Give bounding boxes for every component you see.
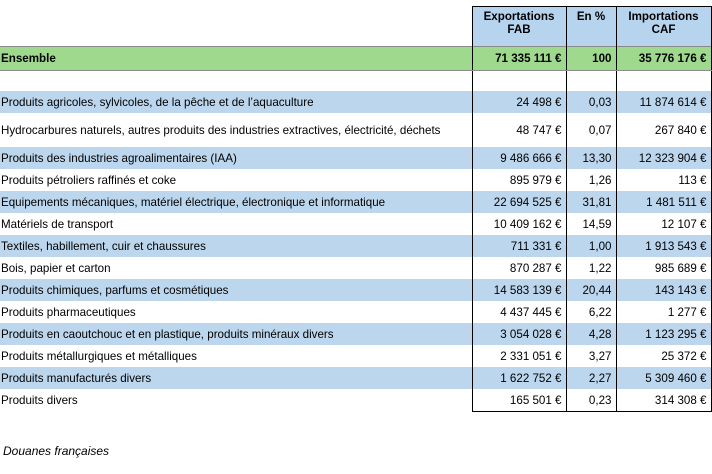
row-label: Produits divers xyxy=(1,393,78,407)
row-imports: 5 309 460 € xyxy=(616,367,711,389)
row-percent: 0,23 xyxy=(566,389,616,412)
row-imports: 314 308 € xyxy=(616,389,711,412)
row-exports: 48 747 € xyxy=(472,113,566,147)
row-imports: 1 481 511 € xyxy=(616,191,711,213)
row-exports: 711 331 € xyxy=(472,235,566,257)
row-label: Bois, papier et carton xyxy=(1,261,111,275)
row-imports: 25 372 € xyxy=(616,345,711,367)
header-percent: En % xyxy=(566,7,616,47)
row-percent: 2,27 xyxy=(566,367,616,389)
total-exports: 71 335 111 € xyxy=(472,47,566,71)
row-label: Produits métallurgiques et métalliques xyxy=(1,349,197,363)
header-imports: Importations CAF xyxy=(616,7,711,47)
row-label: Equipements mécaniques, matériel électrique, électronique et informatique xyxy=(0,191,472,213)
total-row xyxy=(0,47,711,71)
total-imports: 35 776 176 € xyxy=(616,47,711,71)
row-exports: 22 694 525 € xyxy=(472,191,566,213)
row-label: Produits des industries agroalimentaires (IAA) xyxy=(0,147,472,169)
row-exports: 14 583 139 € xyxy=(472,279,566,301)
row-exports: 9 486 666 € xyxy=(472,147,566,169)
row-percent: 3,27 xyxy=(566,345,616,367)
table-row xyxy=(0,345,711,367)
table-row xyxy=(0,279,711,301)
row-label: Produits pharmaceutiques xyxy=(1,305,136,319)
total-percent: 100 xyxy=(566,47,616,71)
row-exports: 2 331 051 € xyxy=(472,345,566,367)
row-exports: 3 054 028 € xyxy=(472,323,566,345)
row-imports: 11 874 614 € xyxy=(616,91,711,113)
table-row xyxy=(0,191,711,213)
row-label: Matériels de transport xyxy=(1,217,114,231)
row-percent: 1,26 xyxy=(566,169,616,191)
row-percent: 20,44 xyxy=(566,279,616,301)
row-percent: 13,30 xyxy=(566,147,616,169)
row-imports: 1 277 € xyxy=(616,301,711,323)
table-row xyxy=(0,301,711,323)
table-row xyxy=(0,367,711,389)
total-label: Ensemble xyxy=(0,47,472,71)
row-exports: 4 437 445 € xyxy=(472,301,566,323)
row-imports: 113 € xyxy=(616,169,711,191)
row-label: Textiles, habillement, cuir et chaussures xyxy=(0,235,472,257)
table-row xyxy=(0,169,711,191)
table-row xyxy=(0,113,711,147)
row-exports: 24 498 € xyxy=(472,91,566,113)
row-imports: 12 107 € xyxy=(616,213,711,235)
row-label: Produits chimiques, parfums et cosmétiques xyxy=(0,279,472,301)
row-imports: 12 323 904 € xyxy=(616,147,711,169)
row-exports: 10 409 162 € xyxy=(472,213,566,235)
row-percent: 1,22 xyxy=(566,257,616,279)
row-label: Produits agricoles, sylvicoles, de la pêche et de l’aquaculture xyxy=(0,91,472,113)
table-row xyxy=(0,323,711,345)
row-exports: 1 622 752 € xyxy=(472,367,566,389)
product-rows xyxy=(0,91,711,412)
row-exports: 165 501 € xyxy=(472,389,566,412)
table-row xyxy=(0,235,711,257)
table-row xyxy=(0,257,711,279)
table-row xyxy=(0,389,711,412)
row-imports: 1 913 543 € xyxy=(616,235,711,257)
row-percent: 6,22 xyxy=(566,301,616,323)
table-row xyxy=(0,91,711,113)
row-percent: 0,03 xyxy=(566,91,616,113)
header-exports: Exportations FAB xyxy=(472,7,566,47)
row-label: Produits pétroliers raffinés et coke xyxy=(1,173,177,187)
row-imports: 1 123 295 € xyxy=(616,323,711,345)
row-label: Produits manufacturés divers xyxy=(0,367,472,389)
row-percent: 14,59 xyxy=(566,213,616,235)
header-label-cell xyxy=(0,7,472,47)
row-imports: 985 689 € xyxy=(616,257,711,279)
row-imports: 267 840 € xyxy=(616,113,711,147)
row-exports: 870 287 € xyxy=(472,257,566,279)
spacer-row xyxy=(0,71,711,92)
row-exports: 895 979 € xyxy=(472,169,566,191)
row-label: Hydrocarbures naturels, autres produits des industries extractives, électricité, déchets xyxy=(1,123,441,137)
row-percent: 1,00 xyxy=(566,235,616,257)
row-percent: 31,81 xyxy=(566,191,616,213)
row-label: Produits en caoutchouc et en plastique, produits minéraux divers xyxy=(0,323,472,345)
row-percent: 0,07 xyxy=(566,113,616,147)
row-percent: 4,28 xyxy=(566,323,616,345)
trade-table xyxy=(0,6,712,412)
source-note: Douanes françaises xyxy=(3,444,110,458)
row-imports: 143 143 € xyxy=(616,279,711,301)
header-row xyxy=(0,7,711,47)
table-row xyxy=(0,147,711,169)
table-row xyxy=(0,213,711,235)
